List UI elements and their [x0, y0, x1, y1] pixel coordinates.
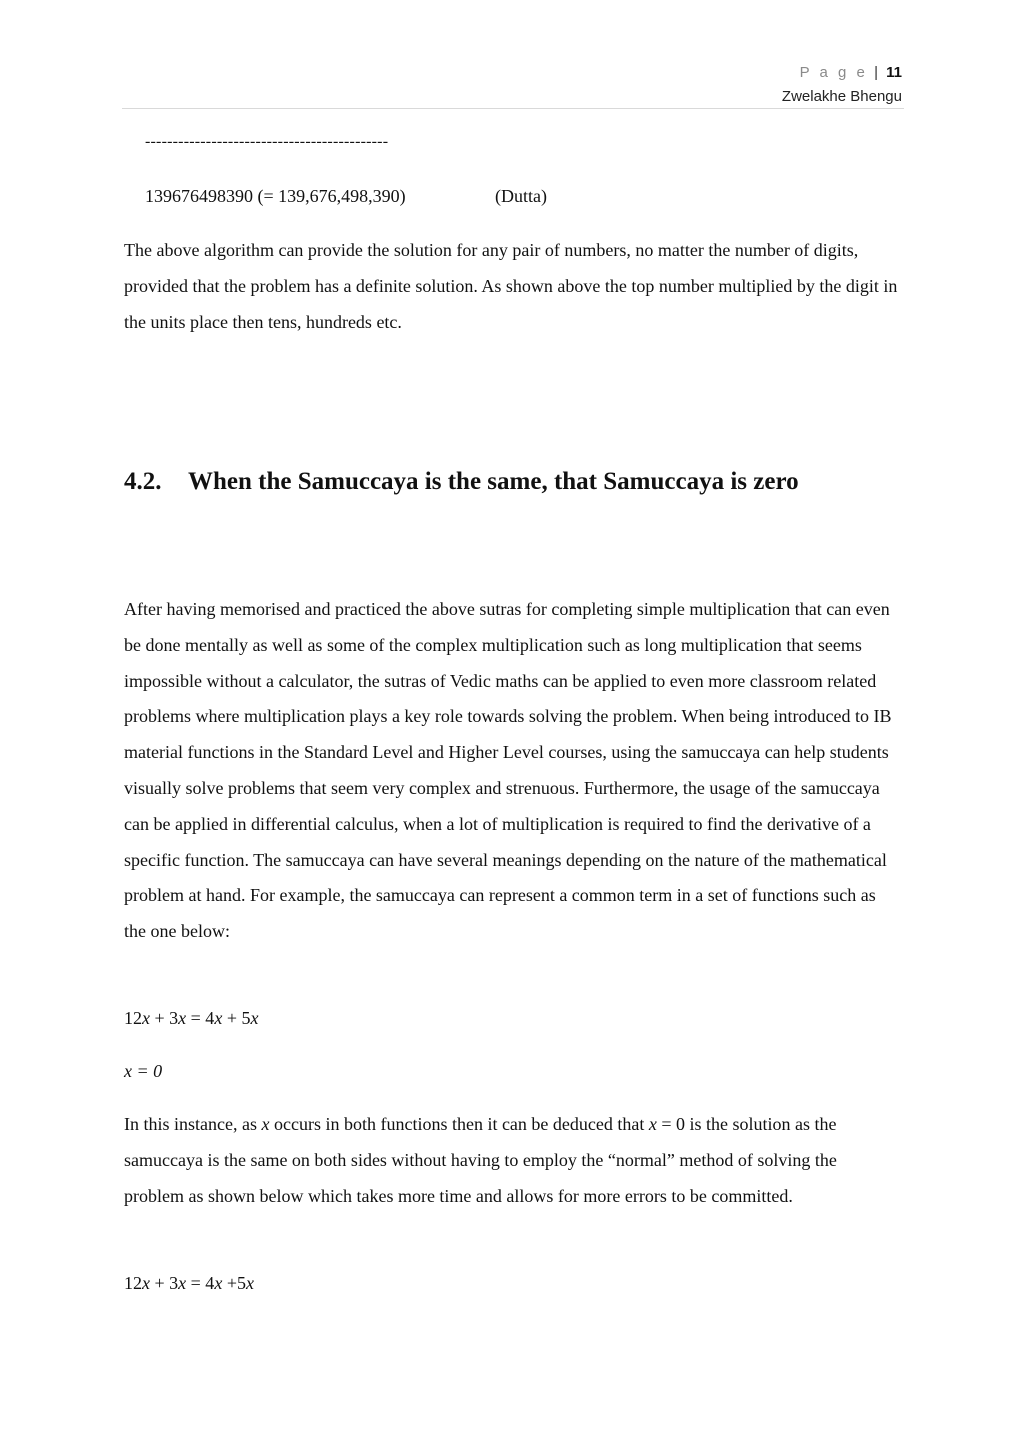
p3-var-1: x — [261, 1114, 270, 1134]
page-number-line — [782, 61, 902, 85]
eq3-var-1: x — [142, 1273, 150, 1293]
eq3-term-1: 12 — [124, 1273, 142, 1293]
eq3-term-4: +5 — [222, 1273, 246, 1293]
eq1-var-3: x — [214, 1008, 223, 1028]
eq3-term-3: = 4 — [186, 1273, 215, 1293]
section-heading — [124, 468, 799, 496]
p3-var-2: x — [648, 1114, 657, 1134]
equation-3 — [124, 1273, 254, 1294]
page-separator: | — [874, 64, 878, 81]
eq1-term-4: + 5 — [222, 1008, 251, 1028]
paragraph-samuccaya-intro: After having memorised and practiced the above sutras for completing simple multiplication that can even be done mentally as well as some of the complex multiplication such as long multiplication that seems impossible without a calculator, the sutras of Vedic maths can be applied to even more classroom related problems where multiplication plays a key role towards solving the problem. When being introduced to IB material functions in the Standard Level and Higher Level courses, using the samuccaya can help students visually solve problems that seem very complex and strenuous. Furthermore, the usage of the samuccaya can be applied in differential calculus, when a lot of multiplication is required to find the derivative of a specific function. The samuccaya can have several meanings depending on the nature of the mathematical problem at hand. For example, the samuccaya can represent a common term in a set of functions such as the one below: — [124, 599, 892, 942]
equation-2: x = 0 — [124, 1061, 163, 1081]
page-number: 11 — [886, 64, 902, 81]
eq3-var-2: x — [178, 1273, 187, 1293]
calculation-rule: -------------------------------------------- — [145, 133, 389, 150]
eq1-term-3: = 4 — [186, 1008, 215, 1028]
p3-text-1: In this instance, as — [124, 1114, 262, 1134]
result-value: 139676498390 (= 139,676,498,390) — [145, 186, 406, 206]
paragraph-instance — [124, 1107, 900, 1214]
page-header — [782, 61, 902, 109]
eq3-var-3: x — [214, 1273, 223, 1293]
eq1-var-1: x — [142, 1008, 150, 1028]
result-citation: (Dutta) — [495, 186, 547, 206]
p3-text-2: occurs in both functions then it can be deduced that — [269, 1114, 649, 1134]
page-label: P a g e — [799, 64, 868, 81]
eq3-var-4: x — [245, 1273, 254, 1293]
eq1-var-2: x — [178, 1008, 187, 1028]
section-title: When the Samuccaya is the same, that Samuccaya is zero — [188, 468, 799, 495]
eq1-term-2: + 3 — [150, 1008, 179, 1028]
paragraph-algorithm: The above algorithm can provide the solution for any pair of numbers, no matter the number of digits, provided that the problem has a definite solution. As shown above the top number multiplied by the digit in the units place then tens, hundreds etc. — [124, 240, 898, 332]
calculation-result — [145, 186, 547, 207]
eq1-term-1: 12 — [124, 1008, 142, 1028]
header-divider — [122, 108, 904, 109]
equation-1 — [124, 1008, 258, 1029]
eq3-term-2: + 3 — [150, 1273, 179, 1293]
eq1-var-4: x — [250, 1008, 259, 1028]
section-number: 4.2. — [124, 468, 162, 495]
p3-text-3: = 0 is the solution as the samuccaya is the same on both sides without having to employ the “normal” method of solving the problem as shown below which takes more time and allows for more errors to be committed. — [124, 1114, 837, 1206]
author-name: Zwelakhe Bhengu — [781, 88, 902, 105]
